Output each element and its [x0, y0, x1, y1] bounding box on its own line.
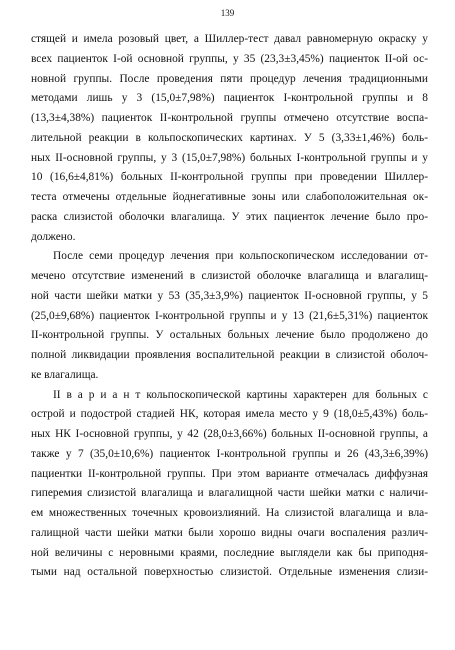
text-line: II в а р и а н т кольпоскопической картины характерен для больных с [53, 388, 428, 401]
text-line: (25,0±9,68%) пациенток I-контрольной группы и у 13 (21,6±5,31%) пациенток [31, 309, 428, 322]
text-line: всех пациенток I-ой основной группы, у 35 (23,3±3,45%) пациенток II-ой ос- [31, 52, 428, 65]
text-line: полной ликвидации проявления воспалительной реакции в слизистой оболоч- [31, 349, 428, 361]
text-line: мечено отсутствие изменений в слизистой оболочке влагалища и влагалищ- [31, 270, 428, 282]
page-number: 139 [220, 8, 235, 18]
text-line: острой и подострой стадией НК, которая имела место у 9 (18,0±5,43%) боль- [31, 408, 428, 421]
text-line: II-контрольной группы. У остальных больных лечение было продолжено до [31, 329, 428, 342]
text-line: ной величины с неровными краями, последние выглядели как бы приподня- [31, 546, 428, 559]
body-text [31, 30, 428, 583]
text-line: тыми над остальной поверхностью слизистой. Отдельные изменения слизи- [31, 566, 428, 579]
text-line: После семи процедур лечения при кольпоскопическом исследовании от- [53, 250, 428, 263]
text-line: методами лишь у 3 (15,0±7,98%) пациенток I-контрольной группы и 8 [31, 92, 428, 105]
text-line: ных II-основной группы, у 3 (15,0±7,98%) больных I-контрольной группы и у [31, 151, 428, 164]
text-line: галищной части шейки матки были хорошо видны очаги воспаления различ- [31, 526, 428, 539]
text-line: ной части шейки матки у 53 (35,3±3,9%) пациенток II-основной группы, у 5 [31, 289, 428, 302]
text-line: теста отмечены отдельные йоднегативные зоны или слабоположительная ок- [31, 191, 428, 203]
text-line: (13,3±4,38%) пациенток II-контрольной группы отмечено отсутствие воспа- [31, 112, 428, 124]
text-line: лительной реакции в кольпоскопических картинах. У 5 (3,33±1,46%) боль- [31, 131, 428, 144]
text-line: ем множественных точечных кровоизлияний. На слизистой влагалища и вла- [31, 507, 428, 519]
text-line: пациентки II-контрольной группы. При этом варианте отмечалась диффузная [31, 467, 428, 480]
text-line: ке влагалища. [31, 368, 99, 381]
text-line: также у 7 (35,0±10,6%) пациенток I-контрольной группы и 26 (43,3±6,39%) [31, 447, 428, 460]
text-line: 10 (16,6±4,81%) больных II-контрольной группы при проведении Шиллер- [31, 171, 428, 184]
text-line: новной группы. После проведения пяти процедур лечения традиционными [31, 72, 428, 85]
text-line: ных НК I-основной группы, у 42 (28,0±3,66%) больных II-основной группы, а [31, 428, 428, 440]
text-line: гиперемия слизистой влагалища и влагалищной части шейки матки с наличи- [31, 487, 428, 500]
text-line: стящей и имела розовый цвет, а Шиллер-тест давал равномерную окраску у [31, 33, 428, 45]
text-line: раска слизистой оболочки влагалища. У этих пациенток лечение было про- [31, 210, 428, 223]
text-line: должено. [31, 230, 76, 243]
